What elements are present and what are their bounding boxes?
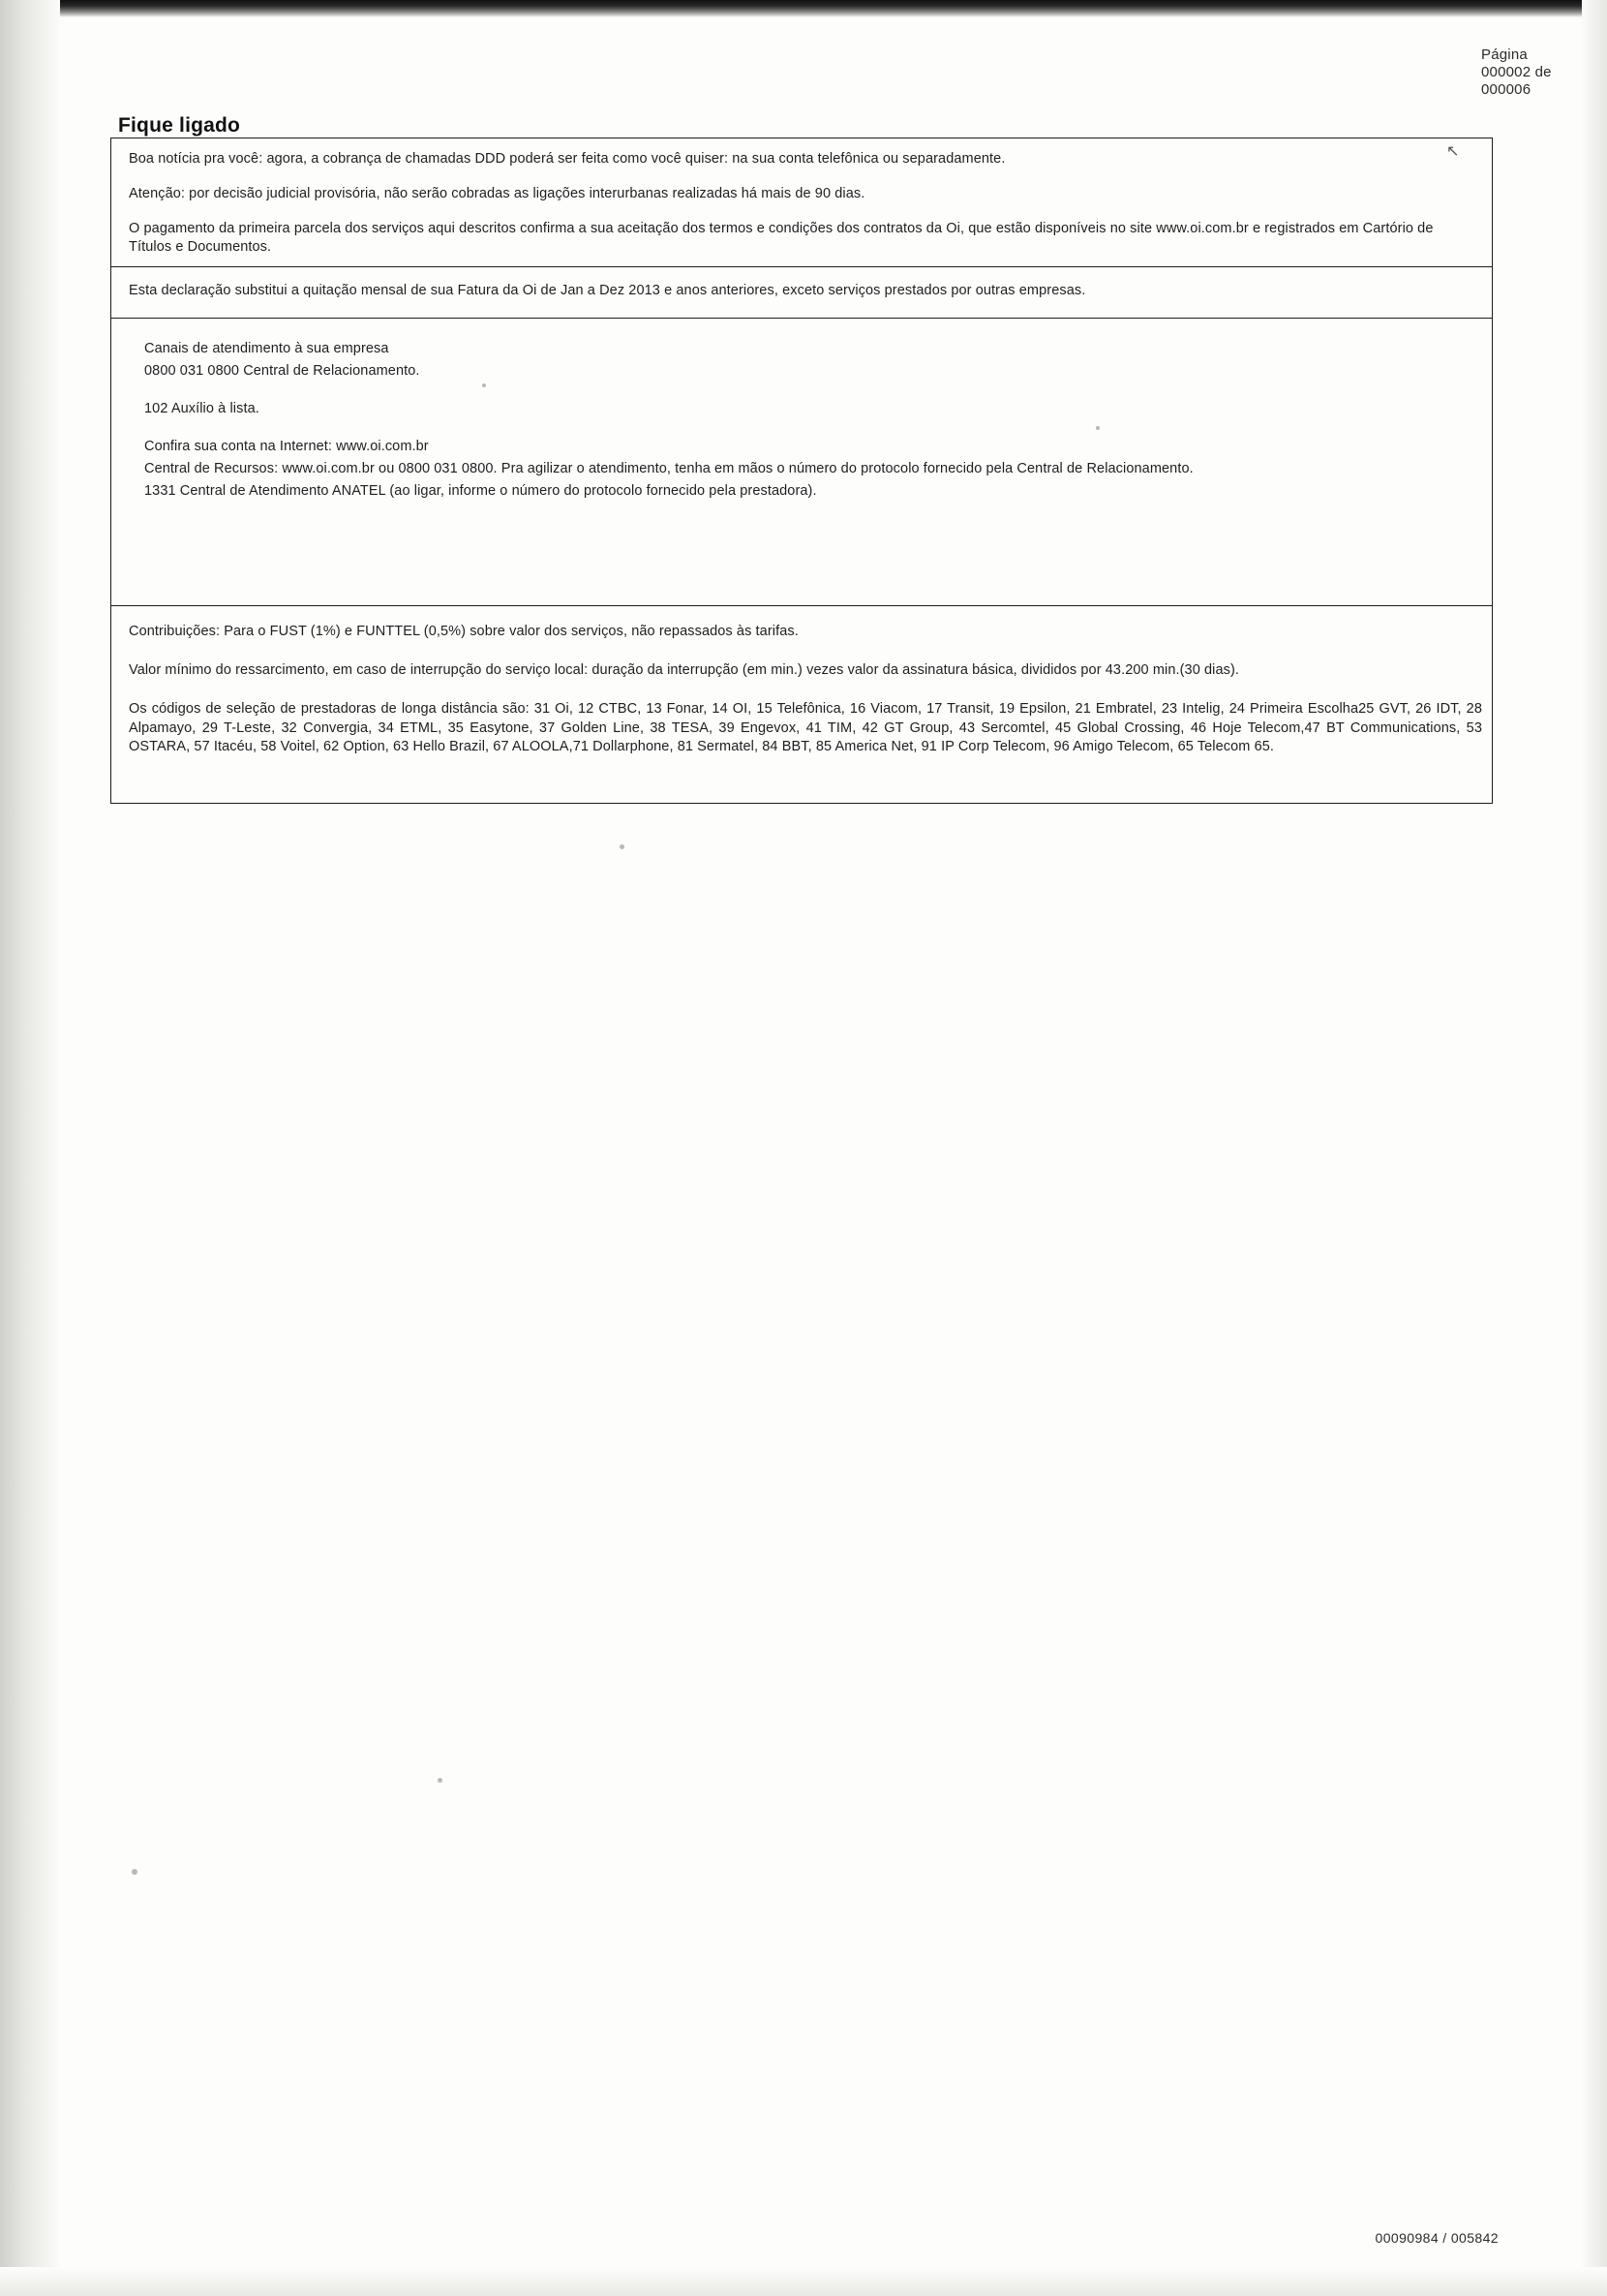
scan-left-edge [0,0,60,2296]
contact-channels-block [144,340,1432,505]
notice-good-news: Boa notícia pra você: agora, a cobrança de chamadas DDD poderá ser feita como você quiser: na sua conta telefônica ou separadamente. [129,151,1006,167]
page-title: Fique ligado [118,114,241,137]
legal-refund: Valor mínimo do ressarcimento, em caso de interrupção do serviço local: duração da interrupção (em min.) vezes valor da assinatura básica, divididos por 43.200 min.(30 dias). [129,662,1240,678]
document-footer-code: 00090984 / 005842 [1375,2230,1499,2246]
divider-4 [111,605,1492,606]
notice-payment-terms: O pagamento da primeira parcela dos serviços aqui descritos confirma a sua aceitação dos termos e condições dos contratos da Oi, que estão disponíveis no site www.oi.com.br e registrados em Cartório de Títulos e Documentos. [129,221,1434,255]
notice-attention: Atenção: por decisão judicial provisória, não serão cobradas as ligações interurbanas realizadas há mais de 90 dias. [129,186,865,201]
contact-anatel-line: 1331 Central de Atendimento ANATEL (ao ligar, informe o número do protocolo fornecido pela prestadora). [144,483,817,499]
contact-internet-line: Confira sua conta na Internet: www.oi.com.br [144,439,429,454]
legal-carrier-codes: Os códigos de seleção de prestadoras de longa distância são: 31 Oi, 12 CTBC, 13 Fonar, 14 OI, 15 Telefônica, 16 Viacom, 17 Transit, 19 Epsilon, 21 Embratel, 23 Intelig, 24 Primeira Escolha25 GVT, 26 IDT, 28 Alpamayo, 29 T-Leste, 32 Convergia, 34 ETML, 35 Easytone, 37 Golden Line, 38 TESA, 39 Engevox, 41 TIM, 42 GT Group, 43 Sercomtel, 45 Global Crossing, 46 Hoje Telecom,47 BT Communications, 53 OSTARA, 57 Itacéu, 58 Voitel, 62 Option, 63 Hello Brazil, 67 ALOOLA,71 Dollarphone, 81 Sermatel, 84 BBT, 85 America Net, 91 IP Corp Telecom, 96 Amigo Telecom, 65 Telecom 65. [129,701,1482,754]
scan-speck [1096,426,1100,430]
notice-declaration: Esta declaração substitui a quitação mensal de sua Fatura da Oi de Jan a Dez 2013 e anos anteriores, exceto serviços prestados por outras empresas. [129,283,1086,298]
page-current: 000002 de [1481,64,1552,80]
spacer [144,384,1432,400]
page-total: 000006 [1481,81,1531,98]
notices-container [110,138,1493,804]
contact-relationship-line: 0800 031 0800 Central de Relacionamento. [144,363,420,379]
contact-heading: Canais de atendimento à sua empresa [144,341,389,356]
scan-top-edge [0,0,1607,17]
scan-bottom-edge [0,2267,1607,2296]
contact-directory-line: 102 Auxílio à lista. [144,401,259,416]
divider-1 [111,266,1492,267]
scan-right-edge [1582,0,1607,2296]
legal-contributions: Contribuições: Para o FUST (1%) e FUNTTEL (0,5%) sobre valor dos serviços, não repassados às tarifas. [129,624,799,639]
scan-speck [482,383,486,387]
spacer [144,422,1432,438]
scan-speck [132,1869,137,1875]
scan-speck [438,1778,442,1783]
page-label: Página [1481,46,1528,63]
page-number-block [1481,46,1552,99]
scan-arrow-mark: ↖ [1446,143,1460,160]
scan-speck [620,844,624,849]
divider-2 [111,318,1492,319]
contact-recursos-line: Central de Recursos: www.oi.com.br ou 0800 031 0800. Pra agilizar o atendimento, tenha em mãos o número do protocolo fornecido pela Central de Relacionamento. [144,461,1194,476]
